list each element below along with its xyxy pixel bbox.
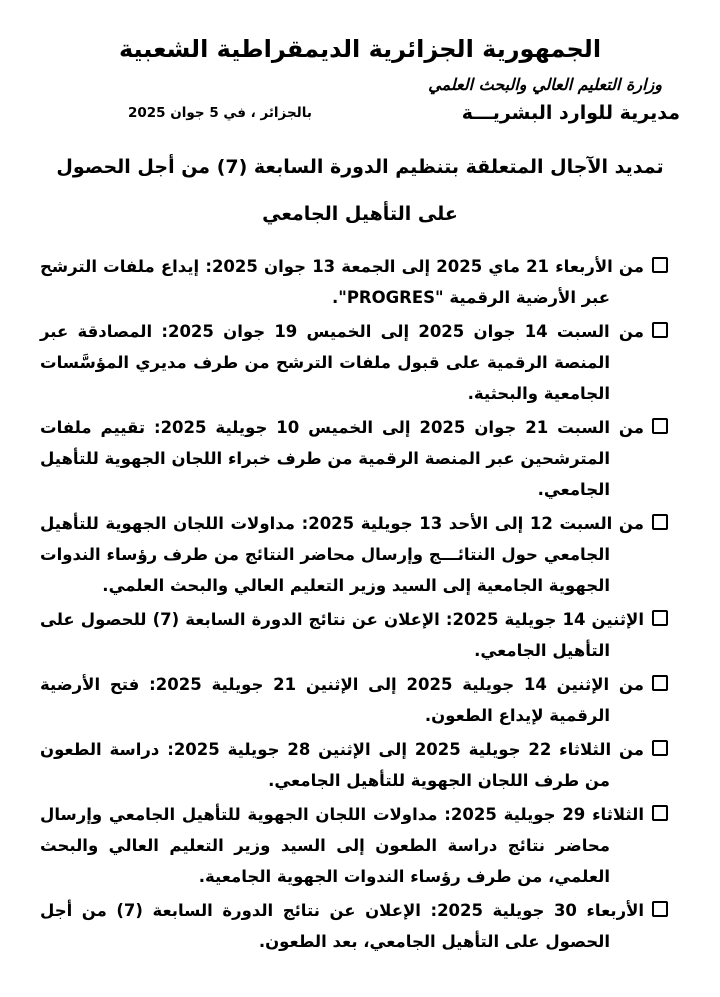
- directorate-title: مديرية للوارد البشريـــة: [461, 102, 680, 125]
- document-title-line-2: على التأهيل الجامعي: [262, 202, 458, 225]
- item-text: تقييم ملفات المترشحين عبر المنصة الرقمية من طرف خبراء اللجان الجهوية للتأهيل الجامعي.: [40, 418, 610, 500]
- checkbox-bullet-icon: [652, 514, 668, 530]
- republic-title: الجمهورية الجزائرية الديمقراطية الشعبية: [118, 35, 602, 63]
- item-date: الأربعاء 30 جويلية 2025:: [430, 901, 645, 921]
- checkbox-bullet-icon: [652, 257, 668, 273]
- item-date: من الإثنين 14 جويلية 2025 إلى الإثنين 21 جويلية 2025:: [149, 675, 644, 695]
- item-text: فتح الأرضية الرقمية لإيداع الطعون.: [40, 675, 610, 726]
- header-row: [40, 102, 680, 124]
- schedule-item-5: [40, 604, 680, 666]
- place-date: بالجزائر ، في 5 جوان 2025: [128, 105, 312, 122]
- item-date: من السبت 14 جوان 2025 إلى الخميس 19 جوان 2025:: [161, 322, 644, 342]
- item-date: من الثلاثاء 22 جويلية 2025 إلى الإثنين 28 جويلية 2025:: [167, 740, 645, 760]
- item-date: من الأربعاء 21 ماي 2025 إلى الجمعة 13 جوان 2025:: [205, 257, 644, 277]
- schedule-item-4: [40, 508, 680, 601]
- schedule-item-3: [40, 412, 680, 505]
- checkbox-bullet-icon: [652, 418, 668, 434]
- checkbox-bullet-icon: [652, 901, 668, 917]
- item-text: مداولات اللجان الجهوية للتأهيل الجامعي وإرسال محاضر نتائج دراسة الطعون إلى السيد وزير التعليم العالي والبحث العلمي، من طرف رؤساء الندوات الجهوية الجامعية.: [40, 805, 610, 887]
- checkbox-bullet-icon: [652, 740, 668, 756]
- schedule-item-6: [40, 669, 680, 731]
- item-date: الإثنين 14 جويلية 2025:: [445, 610, 645, 630]
- item-text: المصادقة عبر المنصة الرقمية على قبول ملفات الترشح من طرف مديري المؤسَّسات الجامعية والبحثية.: [40, 322, 610, 404]
- item-text: الإعلان عن نتائج الدورة السابعة (7) من أجل الحصول على التأهيل الجامعي، بعد الطعون.: [40, 901, 610, 952]
- item-date: من السبت 21 جوان 2025 إلى الخميس 10 جويلية 2025:: [153, 418, 644, 438]
- schedule-item-8: [40, 799, 680, 892]
- document-title-line-1: تمديد الآجال المتعلقة بتنظيم الدورة السابعة (7) من أجل الحصول: [56, 156, 664, 179]
- item-text: الإعلان عن نتائج الدورة السابعة (7) للحصول على التأهيل الجامعي.: [40, 610, 610, 661]
- schedule-list: [40, 251, 680, 957]
- item-text: إيداع ملفات الترشح عبر الأرضية الرقمية "PROGRES".: [40, 257, 610, 308]
- checkbox-bullet-icon: [652, 675, 668, 691]
- schedule-item-1: [40, 251, 680, 313]
- ministry-title: وزارة التعليم العالي والبحث العلمي: [428, 75, 662, 95]
- item-text: مداولات اللجان الجهوية للتأهيل الجامعي حول النتائـــج وإرسال محاضر النتائج من طرف رؤساء الندوات الجهوية الجامعية إلى السيد وزير التعليم العالي والبحث العلمي.: [40, 514, 610, 596]
- item-date: من السبت 12 إلى الأحد 13 جويلية 2025:: [301, 514, 644, 534]
- item-text: دراسة الطعون من طرف اللجان الجهوية للتأهيل الجامعي.: [40, 740, 610, 791]
- checkbox-bullet-icon: [652, 322, 668, 338]
- schedule-item-9: [40, 895, 680, 957]
- schedule-item-2: [40, 316, 680, 409]
- checkbox-bullet-icon: [652, 805, 668, 821]
- item-date: الثلاثاء 29 جويلية 2025:: [444, 805, 645, 825]
- document-title: [40, 144, 680, 237]
- checkbox-bullet-icon: [652, 610, 668, 626]
- schedule-item-7: [40, 734, 680, 796]
